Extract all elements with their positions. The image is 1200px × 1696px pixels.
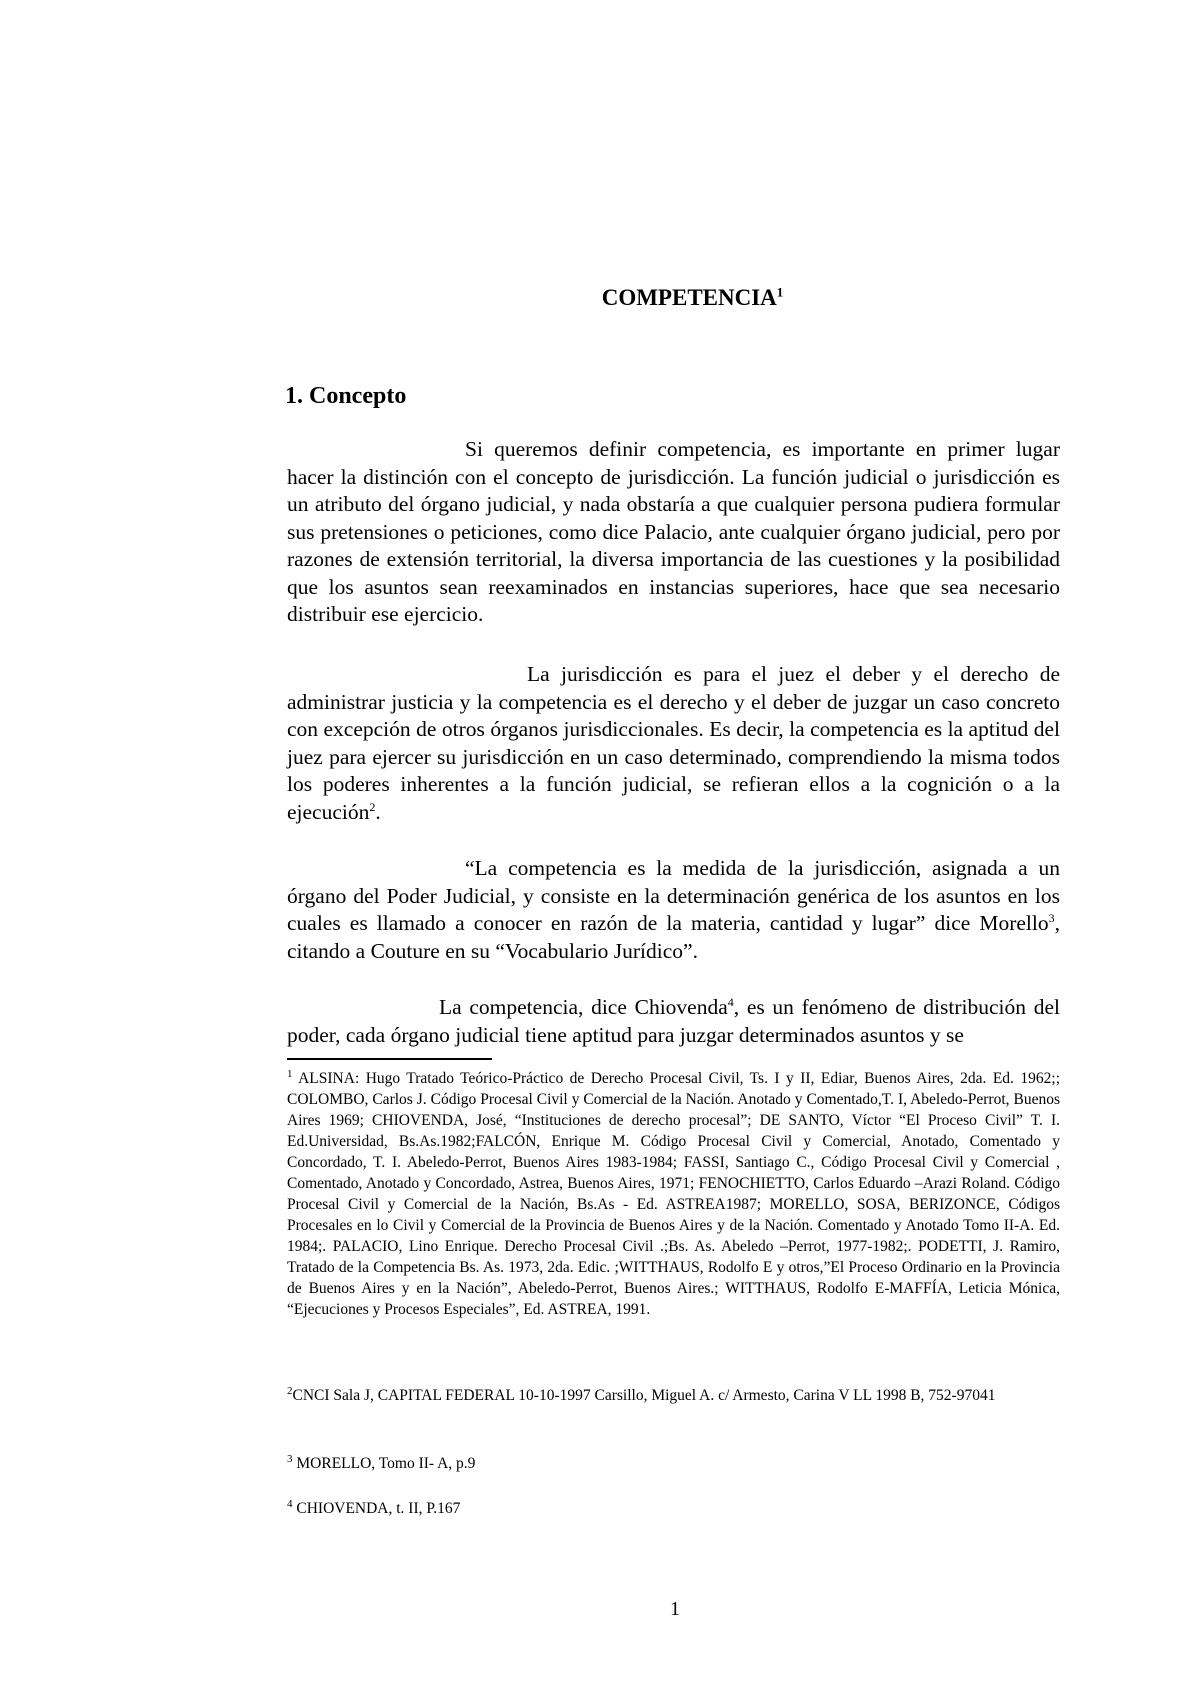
paragraph-2-text: La jurisdicción es para el juez el deber y el derecho de administrar justicia y la competencia es el derecho y el deber de juzgar un caso concreto con excepción de otros órganos jurisdiccionales. Es decir, la competencia es la aptitud del juez para ejercer su jurisdicción en un caso determinado, comprendiendo la misma todos los poderes inherentes a la función judicial, se refieran ellos a la cognición o a la ejecución (287, 662, 1060, 824)
footnote-1-text: ALSINA: Hugo Tratado Teórico-Práctico de Derecho Procesal Civil, Ts. I y II, Ediar, Buenos Aires, 2da. Ed. 1962;; COLOMBO, Carlos J. Código Procesal Civil y Comercial de la Nación. Anotado y Comentado,T. I, Abeledo-Perrot, Buenos Aires 1969; CHIOVENDA, José, “Instituciones de derecho procesal”; DE SANTO, Víctor “El Proceso Civil” T. I. Ed.Universidad, Bs.As.1982;FALCÓN, Enrique M. Código Procesal Civil y Comercial, Anotado, Comentado y Concordado, T. I. Abeledo-Perrot, Buenos Aires 1983-1984; FASSI, Santiago C., Código Procesal Civil y Comercial , Comentado, Anotado y Concordado, Astrea, Buenos Aires, 1971; FENOCHIETTO, Carlos Eduardo –Arazi Roland. Código Procesal Civil y Comercial de la Nación, Bs.As - Ed. ASTREA1987; MORELLO, SOSA, BERIZONCE, Códigos Procesales en lo Civil y Comercial de la Provincia de Buenos Aires y de la Nación. Comentado y Anotado Tomo II-A. Ed. 1984;. PALACIO, Lino Enrique. Derecho Procesal Civil .;Bs. As. Abeledo –Perrot, 1977-1982;. PODETTI, J. Ramiro, Tratado de la Competencia Bs. As. 1973, 2da. Edic. ;WITTHAUS, Rodolfo E y otros,”El Proceso Ordinario en la Provincia de Buenos Aires y en la Nación”, Abeledo-Perrot, Buenos Aires.; WITTHAUS, Rodolfo E-MAFFÍA, Leticia Mónica, “Ejecuciones y Procesos Especiales”, Ed. ASTREA, 1991. (287, 1070, 1060, 1318)
footnote-2-text: CNCI Sala J, CAPITAL FEDERAL 10-10-1997 Carsillo, Miguel A. c/ Armesto, Carina V LL 1998 B, 752-97041 (292, 1387, 996, 1404)
document-title (0, 285, 1200, 311)
footnote-4-mark: 4 (287, 1497, 293, 1510)
paragraph-1 (287, 436, 1060, 629)
paragraph-2-text-end: . (375, 799, 381, 824)
footnote-separator (287, 1058, 492, 1060)
footnote-ref-3[interactable]: 3 (1048, 910, 1055, 925)
section-heading: 1. Concepto (285, 383, 407, 409)
footnote-1-mark: 1 (287, 1067, 293, 1080)
paragraph-1-text: Si queremos definir competencia, es importante en primer lugar hacer la distinción con el concepto de jurisdicción. La función judicial o jurisdicción es un atributo del órgano judicial, y nada obstaría a que cualquier persona pudiera formular sus pretensiones o peticiones, como dice Palacio, ante cualquier órgano judicial, pero por razones de extensión territorial, la diversa importancia de las cuestiones y la posibilidad que los asuntos sean reexaminados en instancias superiores, hace que sea necesario distribuir ese ejercicio. (287, 437, 1060, 626)
footnote-1 (287, 1068, 1060, 1320)
paragraph-3 (287, 855, 1060, 965)
paragraph-4 (287, 994, 1060, 1049)
footnote-2 (287, 1385, 1060, 1406)
paragraph-2 (287, 661, 1060, 826)
title-text: COMPETENCIA (601, 285, 777, 310)
footnote-ref-2[interactable]: 2 (369, 799, 376, 814)
footnote-4-text: CHIOVENDA, t. II, P.167 (296, 1500, 461, 1517)
paragraph-4-text: La competencia, dice Chiovenda (439, 995, 728, 1019)
footnote-2-mark: 2 (287, 1384, 293, 1397)
paragraph-4-text-end: , es un fenómeno de distribución del poder, cada órgano judicial tiene aptitud para juzgar determinados asuntos y se (287, 995, 1060, 1047)
page-number: 1 (670, 1598, 680, 1620)
paragraph-3-text: “La competencia es la medida de la jurisdicción, asignada a un órgano del Poder Judicial, y consiste en la determinación genérica de los asuntos en los cuales es llamado a conocer en razón de la materia, cantidad y lugar” dice Morello (287, 856, 1060, 935)
footnote-3-mark: 3 (287, 1452, 293, 1465)
paragraph-3-text-end: , citando a Couture en su “Vocabulario Jurídico”. (287, 911, 1060, 963)
footnote-3-text: MORELLO, Tomo II- A, p.9 (296, 1455, 476, 1472)
footnote-ref-4[interactable]: 4 (727, 994, 734, 1009)
footnote-4 (287, 1498, 1060, 1519)
footnote-3 (287, 1453, 1060, 1474)
title-footnote-ref[interactable]: 1 (776, 284, 784, 300)
